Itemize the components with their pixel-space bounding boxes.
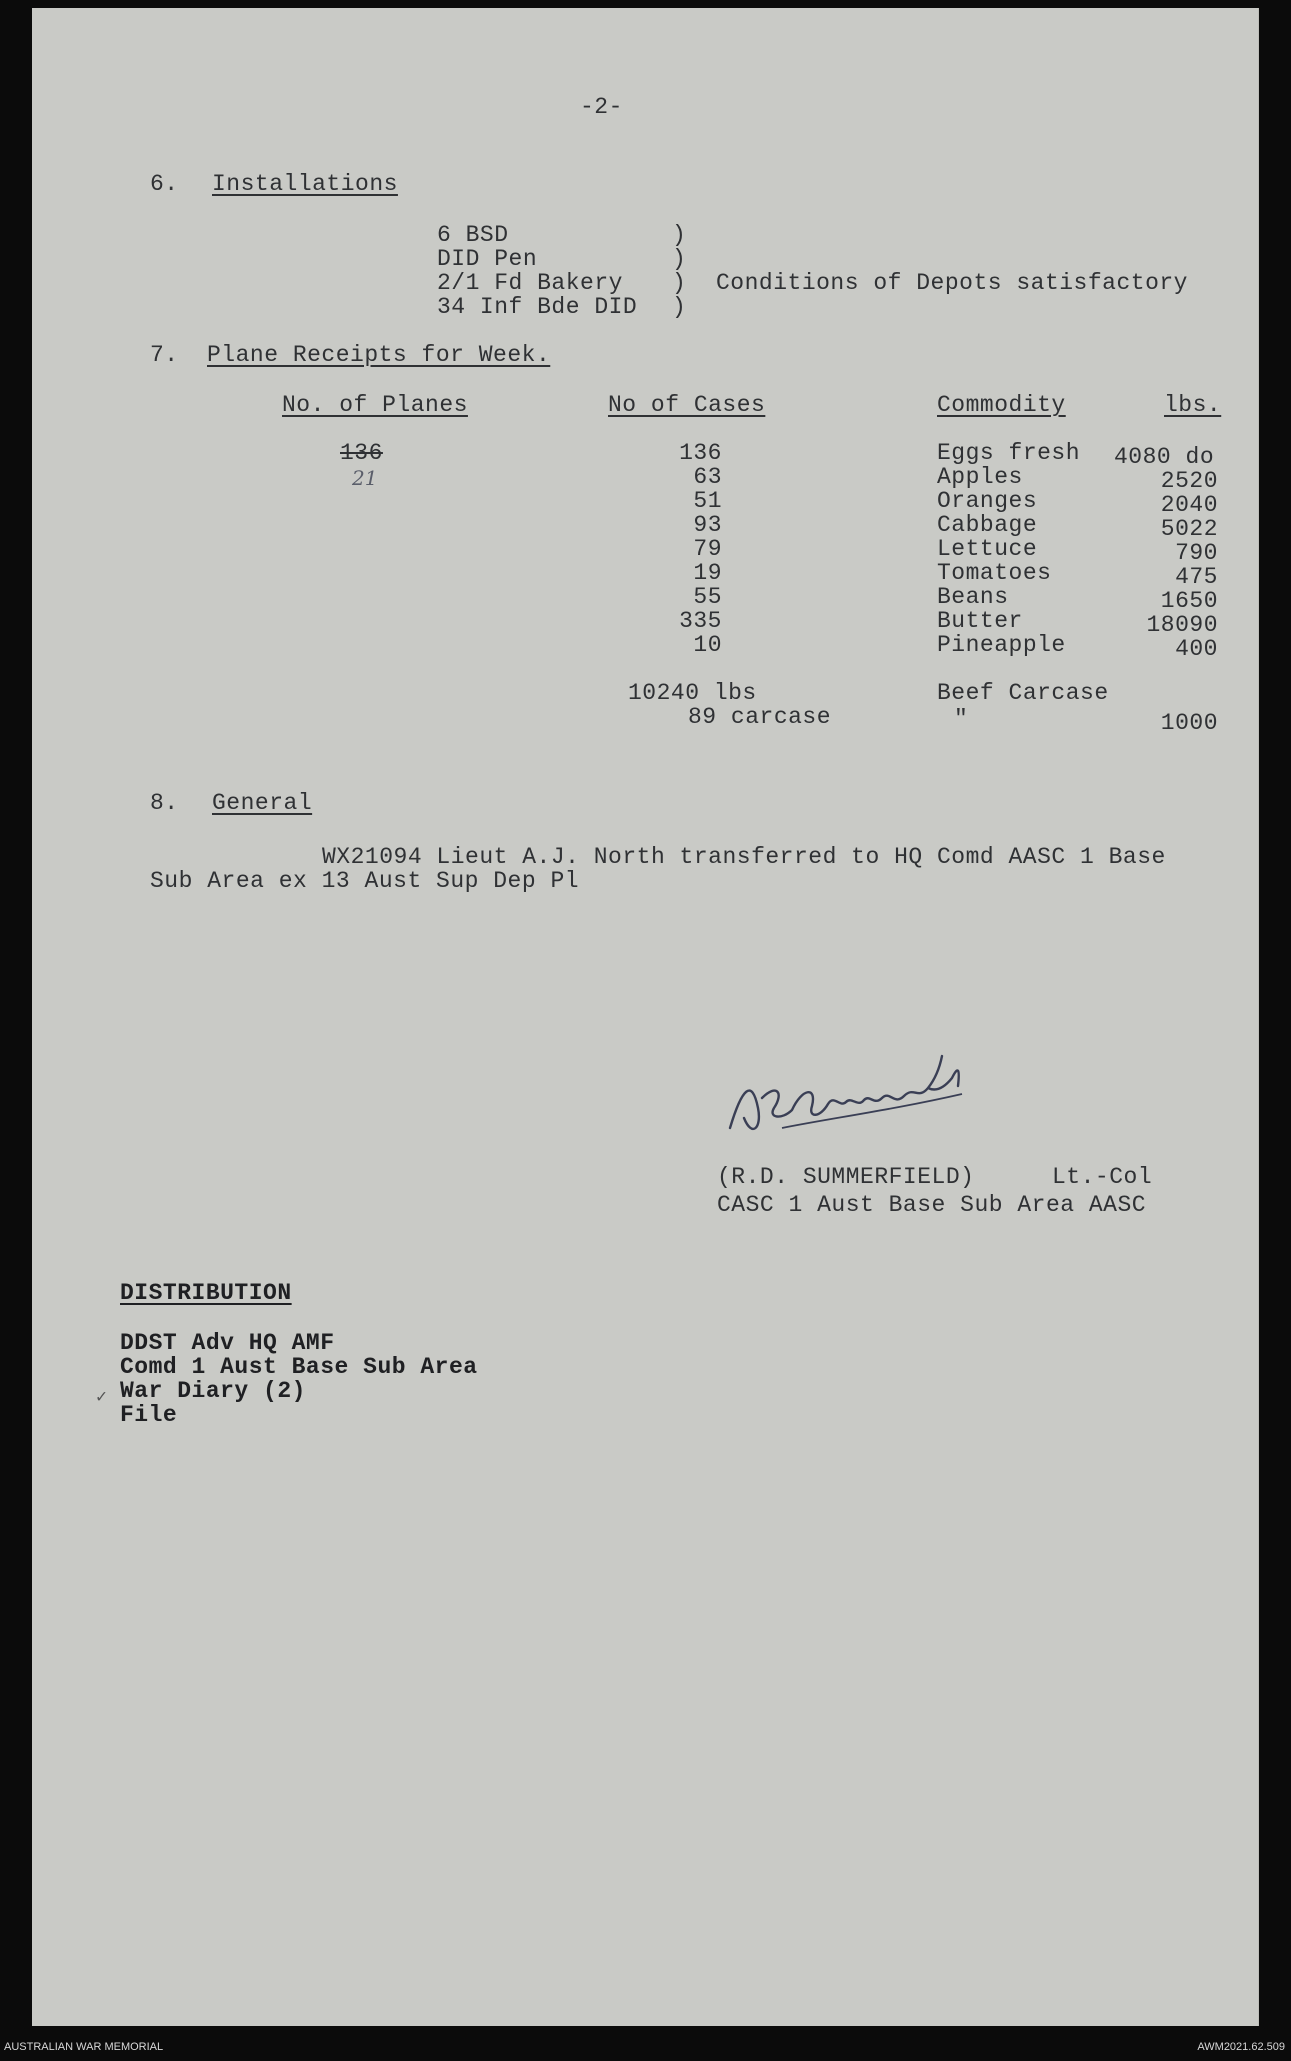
installation-item: 6 BSD (437, 222, 509, 248)
signatory-title: CASC 1 Aust Base Sub Area AASC (717, 1192, 1147, 1218)
section-7-heading: Plane Receipts for Week. (207, 342, 551, 368)
signatory-name: (R.D. SUMMERFIELD) (717, 1164, 975, 1190)
lbs-cell: 790 (1175, 540, 1218, 566)
bracket: ) (672, 270, 686, 296)
lbs-cell: 5022 (1160, 516, 1218, 542)
lbs-cell: 18090 (1146, 612, 1218, 638)
distribution-item: War Diary (2) (120, 1378, 306, 1404)
footer-left: AUSTRALIAN WAR MEMORIAL (4, 2041, 164, 2053)
cases-cell: 63 (693, 464, 722, 490)
bracket: ) (672, 246, 686, 272)
lbs-cell: 1650 (1160, 588, 1218, 614)
bracket: ) (672, 222, 686, 248)
lbs-cell: 400 (1175, 636, 1218, 662)
installation-item: DID Pen (437, 246, 538, 272)
document-page (32, 8, 1259, 2026)
beef-ditto: " (954, 706, 969, 732)
footer-right: AWM2021.62.509 (1197, 2041, 1285, 2053)
lbs-cell: 2520 (1160, 468, 1218, 494)
commodity-cell: Beans (937, 584, 1009, 610)
commodity-cell: Butter (937, 608, 1023, 634)
planes-struck-value: 136 (340, 440, 383, 466)
cases-cell: 51 (693, 488, 722, 514)
lbs-cell: 4080 do (1114, 444, 1215, 470)
handwritten-signature (722, 1048, 1022, 1148)
page-number: -2- (580, 94, 623, 120)
planes-handwritten-value: 21 (352, 466, 378, 490)
cases-cell: 55 (693, 584, 722, 610)
cases-cell: 93 (693, 512, 722, 538)
col-header-planes: No. of Planes (282, 392, 468, 418)
commodity-cell: Tomatoes (937, 560, 1052, 586)
installation-item: 34 Inf Bde DID (437, 294, 638, 320)
beef-cases-line-1: 10240 lbs (628, 680, 757, 706)
installations-remark: Conditions of Depots satisfactory (716, 270, 1188, 296)
signatory-rank: Lt.-Col (1052, 1164, 1153, 1190)
commodity-cell: Oranges (937, 488, 1038, 514)
section-6-number: 6. (150, 171, 179, 197)
distribution-heading: DISTRIBUTION (120, 1280, 292, 1306)
cases-cell: 79 (693, 536, 722, 562)
distribution-item: DDST Adv HQ AMF (120, 1330, 335, 1356)
cases-cell: 19 (693, 560, 722, 586)
general-line-1: WX21094 Lieut A.J. North transferred to HQ Comd AASC 1 Base (322, 844, 1166, 870)
commodity-cell: Apples (937, 464, 1023, 490)
bracket: ) (672, 294, 686, 320)
beef-cases-line-2: 89 carcase (688, 704, 832, 730)
section-8-heading: General (212, 790, 313, 816)
general-line-2: Sub Area ex 13 Aust Sup Dep Pl (150, 868, 580, 894)
lbs-cell: 2040 (1160, 492, 1218, 518)
check-mark-icon: ✓ (96, 1388, 107, 1408)
col-header-commodity: Commodity (937, 392, 1066, 418)
lbs-cell: 475 (1175, 564, 1218, 590)
commodity-cell: Lettuce (937, 536, 1038, 562)
commodity-cell: Eggs fresh (937, 440, 1081, 466)
section-6-heading: Installations (212, 171, 398, 197)
col-header-cases: No of Cases (608, 392, 766, 418)
commodity-cell: Cabbage (937, 512, 1038, 538)
distribution-item: Comd 1 Aust Base Sub Area (120, 1354, 478, 1380)
commodity-cell: Pineapple (937, 632, 1066, 658)
beef-commodity: Beef Carcase (937, 680, 1109, 706)
col-header-lbs: lbs. (1164, 392, 1222, 418)
beef-lbs: 1000 (1160, 710, 1218, 736)
cases-cell: 136 (679, 440, 722, 466)
distribution-item: File (120, 1402, 178, 1428)
section-7-number: 7. (150, 342, 179, 368)
cases-cell: 10 (693, 632, 722, 658)
installation-item: 2/1 Fd Bakery (437, 270, 623, 296)
section-8-number: 8. (150, 790, 179, 816)
cases-cell: 335 (679, 608, 722, 634)
